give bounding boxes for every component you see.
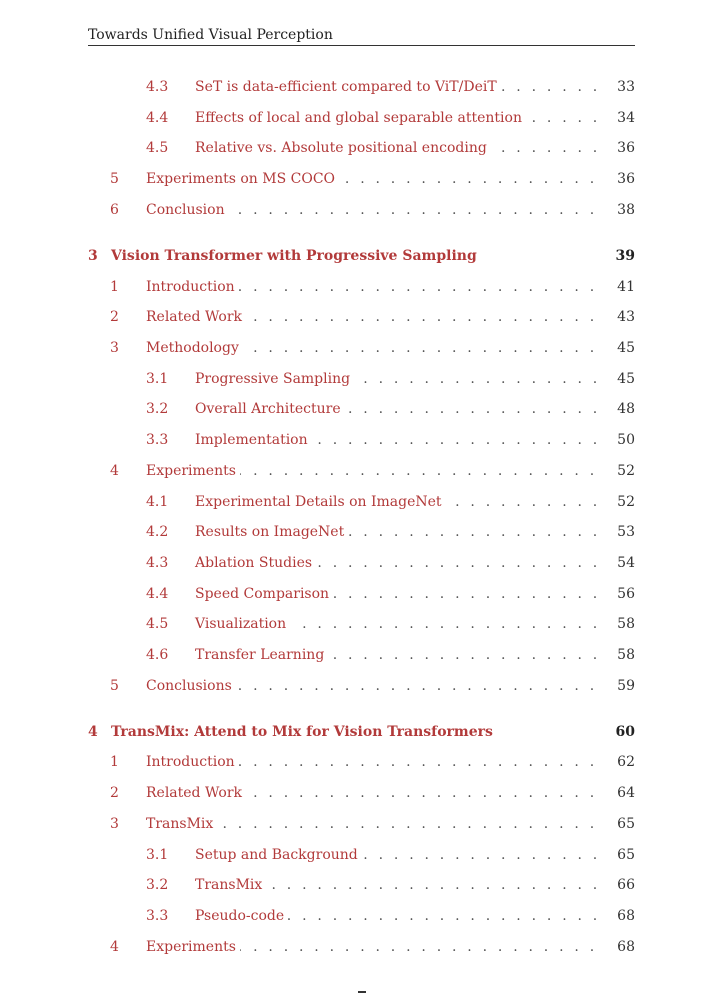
entry-title-link[interactable]: Pseudo-code — [195, 906, 288, 926]
entry-page-number: 62 — [617, 754, 635, 770]
entry-page-number: 45 — [617, 371, 635, 387]
entry-page-number: 53 — [617, 524, 635, 540]
subsection-row[interactable] — [88, 77, 635, 97]
entry-page-number: 60 — [615, 724, 635, 740]
entry-title-link[interactable]: Introduction — [146, 277, 239, 297]
entry-number: 5 — [110, 678, 119, 694]
entry-title-link[interactable]: Related Work — [146, 307, 246, 327]
chapter-row[interactable] — [88, 722, 635, 742]
entry-title-link[interactable]: Ablation Studies — [195, 553, 316, 573]
entry-number: 3.3 — [146, 432, 169, 448]
running-header — [88, 24, 635, 46]
entry-title-link[interactable]: TransMix — [195, 875, 266, 895]
entry-number: 4.1 — [146, 494, 169, 510]
entry-number: 3.1 — [146, 371, 169, 387]
entry-page-number: 52 — [617, 494, 635, 510]
entry-page-number: 41 — [617, 279, 635, 295]
entry-number: 3.2 — [146, 877, 169, 893]
entry-page-number: 58 — [617, 647, 635, 663]
entry-title-link[interactable]: Introduction — [146, 752, 239, 772]
entry-number: 3 — [110, 816, 119, 832]
entry-title-link[interactable]: Transfer Learning — [195, 645, 328, 665]
entry-page-number: 59 — [617, 678, 635, 694]
entry-title-link[interactable]: TransMix: Attend to Mix for Vision Transformers — [111, 722, 497, 742]
subsection-row[interactable] — [88, 845, 635, 865]
subsection-row[interactable] — [88, 430, 635, 450]
entry-title-link[interactable]: Effects of local and global separable attention — [195, 108, 526, 128]
entry-page-number: 65 — [617, 816, 635, 832]
entry-title-link[interactable]: Speed Comparison — [195, 584, 333, 604]
entry-title-link[interactable]: Conclusion — [146, 200, 229, 220]
entry-title-link[interactable]: Conclusions — [146, 676, 236, 696]
section-row[interactable] — [88, 461, 635, 481]
section-row[interactable] — [88, 169, 635, 189]
entry-title-link[interactable]: Experimental Details on ImageNet — [195, 492, 446, 512]
entry-number: 4.3 — [146, 555, 169, 571]
section-row[interactable] — [88, 937, 635, 957]
subsection-row[interactable] — [88, 369, 635, 389]
entry-page-number: 34 — [617, 110, 635, 126]
entry-number: 5 — [110, 171, 119, 187]
entry-page-number: 68 — [617, 908, 635, 924]
entry-page-number: 56 — [617, 586, 635, 602]
subsection-row[interactable] — [88, 906, 635, 926]
entry-title-link[interactable]: Experiments on MS COCO — [146, 169, 339, 189]
entry-number: 2 — [110, 309, 119, 325]
entry-page-number: 58 — [617, 616, 635, 632]
entry-title-link[interactable]: Methodology — [146, 338, 243, 358]
entry-title-link[interactable]: Vision Transformer with Progressive Sampling — [111, 246, 481, 266]
subsection-row[interactable] — [88, 138, 635, 158]
entry-number: 4.2 — [146, 524, 169, 540]
entry-title-link[interactable]: Visualization — [195, 614, 290, 634]
entry-number: 4.4 — [146, 586, 169, 602]
subsection-row[interactable] — [88, 645, 635, 665]
entry-page-number: 45 — [617, 340, 635, 356]
subsection-row[interactable] — [88, 614, 635, 634]
entry-number: 4.6 — [146, 647, 169, 663]
entry-title-link[interactable]: Related Work — [146, 783, 246, 803]
entry-number: 4.4 — [146, 110, 169, 126]
section-row[interactable] — [88, 814, 635, 834]
entry-page-number: 68 — [617, 939, 635, 955]
entry-page-number: 38 — [617, 202, 635, 218]
entry-page-number: 36 — [617, 140, 635, 156]
entry-number: 4.3 — [146, 79, 169, 95]
entry-title-link[interactable]: TransMix — [146, 814, 217, 834]
entry-title-link[interactable]: Setup and Background — [195, 845, 362, 865]
entry-number: 4 — [110, 463, 119, 479]
subsection-row[interactable] — [88, 108, 635, 128]
subsection-row[interactable] — [88, 584, 635, 604]
entry-number: 4.5 — [146, 616, 169, 632]
entry-number: 4 — [88, 724, 98, 740]
entry-number: 3 — [88, 248, 98, 264]
entry-title-link[interactable]: Experiments — [146, 461, 240, 481]
section-row[interactable] — [88, 277, 635, 297]
subsection-row[interactable] — [88, 522, 635, 542]
section-row[interactable] — [88, 752, 635, 772]
entry-page-number: 64 — [617, 785, 635, 801]
entry-number: 1 — [110, 279, 119, 295]
subsection-row[interactable] — [88, 875, 635, 895]
subsection-row[interactable] — [88, 553, 635, 573]
running-header-title: Towards Unified Visual Perception — [88, 27, 333, 43]
entry-page-number: 48 — [617, 401, 635, 417]
entry-number: 4 — [110, 939, 119, 955]
entry-number: 3.3 — [146, 908, 169, 924]
entry-page-number: 65 — [617, 847, 635, 863]
entry-number: 3.1 — [146, 847, 169, 863]
section-row[interactable] — [88, 338, 635, 358]
entry-page-number: 33 — [617, 79, 635, 95]
entry-page-number: 43 — [617, 309, 635, 325]
entry-title-link[interactable]: Overall Architecture — [195, 399, 345, 419]
section-row[interactable] — [88, 783, 635, 803]
entry-page-number: 66 — [617, 877, 635, 893]
entry-page-number: 36 — [617, 171, 635, 187]
entry-number: 3 — [110, 340, 119, 356]
section-row[interactable] — [88, 307, 635, 327]
section-row[interactable] — [88, 200, 635, 220]
entry-number: 1 — [110, 754, 119, 770]
entry-number: 3.2 — [146, 401, 169, 417]
entry-title-link[interactable]: Experiments — [146, 937, 240, 957]
entry-page-number: 39 — [615, 248, 635, 264]
entry-title-link[interactable]: SeT is data-efficient compared to ViT/DeiT — [195, 77, 501, 97]
entry-title-link[interactable]: Implementation — [195, 430, 312, 450]
entry-page-number: 50 — [617, 432, 635, 448]
entry-number: 4.5 — [146, 140, 169, 156]
entry-title-link[interactable]: Relative vs. Absolute positional encoding — [195, 138, 491, 158]
subsection-row[interactable] — [88, 492, 635, 512]
chapter-row[interactable] — [88, 246, 635, 266]
entry-number: 6 — [110, 202, 119, 218]
entry-title-link[interactable]: Results on ImageNet — [195, 522, 348, 542]
entry-number: 2 — [110, 785, 119, 801]
entry-page-number: 54 — [617, 555, 635, 571]
entry-title-link[interactable]: Progressive Sampling — [195, 369, 354, 389]
section-row[interactable] — [88, 676, 635, 696]
subsection-row[interactable] — [88, 399, 635, 419]
entry-page-number: 52 — [617, 463, 635, 479]
page-number-mark — [358, 991, 366, 993]
